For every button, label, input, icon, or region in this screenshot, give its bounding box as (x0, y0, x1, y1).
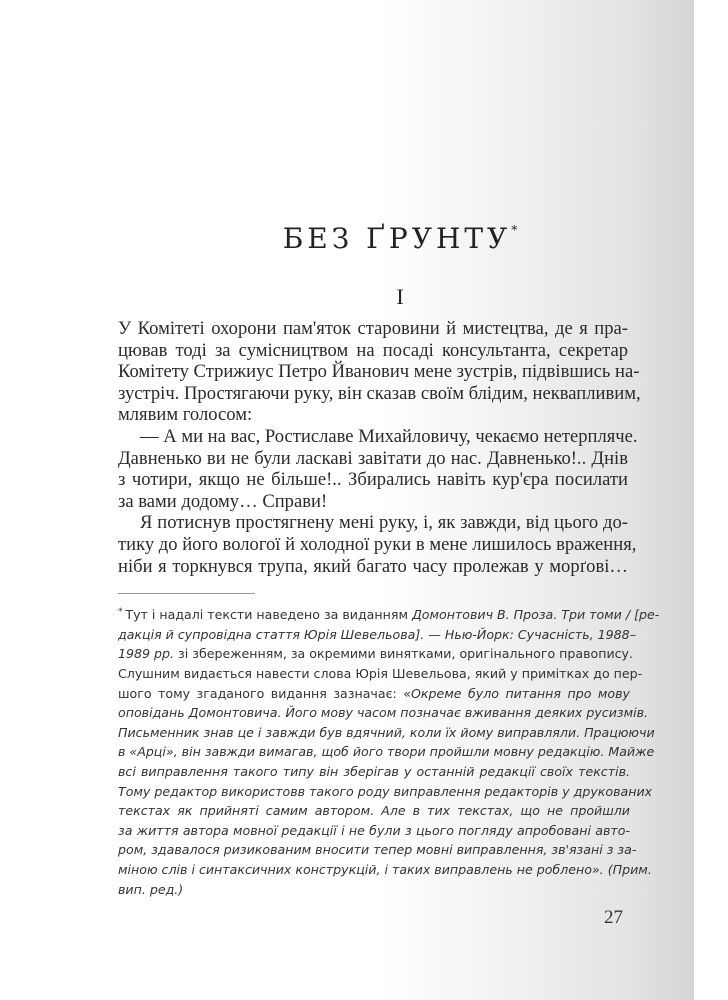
footnote-italic: за життя автора мовної редакції і не були з цього погляду апробовані авто- (118, 822, 630, 838)
footnote-italic: всі виправлення такого типу він зберігав у останній редакції своїх текстів. (118, 763, 630, 779)
footnote-line (118, 603, 660, 625)
footnote-line (118, 840, 637, 860)
footnote-line (118, 684, 630, 704)
footnote-italic: в «Арці», він завжди вимагав, щоб його твори пройшли мовну редакцію. Майже (118, 744, 655, 760)
body-line: млявим голосом: (118, 404, 253, 426)
footnote-italic: оповідань Домонтовича. Його мову часом позначає вживання деяких русизмів. (118, 705, 649, 721)
body-line: зустріч. Простягаючи руку, він сказав своїм блідим, неквапливим, (118, 382, 641, 404)
body-line: Я потиснув простягнену мені руку, і, як завжди, від цього до- (140, 512, 628, 534)
body-line: з чотири, якщо не більше!.. Збирались навіть кур'єра посилати (118, 469, 628, 491)
footnote-text: шого тому згаданого видання зазначає: « (118, 685, 411, 701)
footnote-text: Тут і надалі тексти наведено за виданням (125, 607, 412, 623)
footnote-line (118, 821, 630, 841)
body-line: — А ми на вас, Ростиславе Михайловичу, чекаємо нетерпляче. (140, 425, 638, 447)
title-text: БЕЗ ҐРУНТУ (282, 222, 512, 255)
footnote-italic: Домонтович В. Проза. Три томи / [ре- (411, 607, 660, 623)
body-line: цював тоді за сумісництвом на посаді консультанта, секретар (118, 339, 628, 361)
body-line: за вами додому… Справи! (118, 490, 328, 512)
footnote-italic: Тому редактор використовв такого роду виправлення редакторів у друкованих (118, 783, 653, 799)
page-number: 27 (604, 907, 623, 928)
body-line: тику до його вологої й холодної руки в мене лишилось враження, (118, 533, 637, 555)
body-line: ніби я торкнувся трупа, який багато часу пролежав у морґові… (118, 555, 628, 577)
footnote-italic: ром, здавалося ризикованим вносити тепер мовні виправлення, зв'язані з за- (118, 842, 637, 858)
body-line: У Комітеті охорони пам'яток старовини й мистецтва, де я пра- (118, 318, 628, 339)
footnote-italic: Письменник знав це і завжди був вдячний, коли їх йому виправляли. Працюючи (118, 724, 655, 740)
footnote-text: Слушним видається навести слова Юрія Шевельова, який у примітках до пер- (118, 665, 643, 681)
body-line: Комітету Стрижиус Петро Йванович мене зустрів, підвівшись на- (118, 361, 640, 383)
body-text (118, 318, 641, 577)
footnote-line (118, 723, 655, 743)
footnote-line (118, 644, 634, 664)
story-title (0, 222, 728, 255)
footnote-line (118, 880, 630, 900)
footnote-italic: міною слів і синтаксичних конструкцій, і таких виправлень не роблено». (Прим. (118, 861, 652, 877)
footnote-italic: текстах як прийняті самим автором. Але в тих текстах, що не пройшли (118, 803, 630, 819)
footnote-divider (118, 593, 255, 594)
footnote-line (118, 860, 652, 880)
footnote-line (118, 762, 630, 782)
footnote-line (118, 782, 653, 802)
footnote-text: зі збереженням, за окремими винятками, оригінального правопису. (174, 646, 634, 662)
chapter-number: I (396, 284, 404, 309)
footnote (118, 603, 660, 899)
footnote-italic: вип. ред.) (118, 881, 184, 897)
footnote-line (118, 742, 655, 762)
footnote-italic: Окреме було питання про мову (410, 685, 630, 701)
footnote-line (118, 625, 636, 645)
footnote-mark: * (118, 607, 126, 617)
footnote-line (118, 664, 643, 684)
footnote-line (118, 801, 630, 821)
footnote-mark: * (511, 223, 518, 237)
footnote-italic: дакція й супровідна стаття Юрія Шевельова]. — Нью-Йорк: Сучасність, 1988– (118, 626, 636, 642)
body-line: Давненько ви не були ласкаві завітати до нас. Давненько!.. Днів (118, 447, 628, 469)
footnote-italic: 1989 рр. (118, 646, 175, 662)
footnote-line (118, 703, 649, 723)
